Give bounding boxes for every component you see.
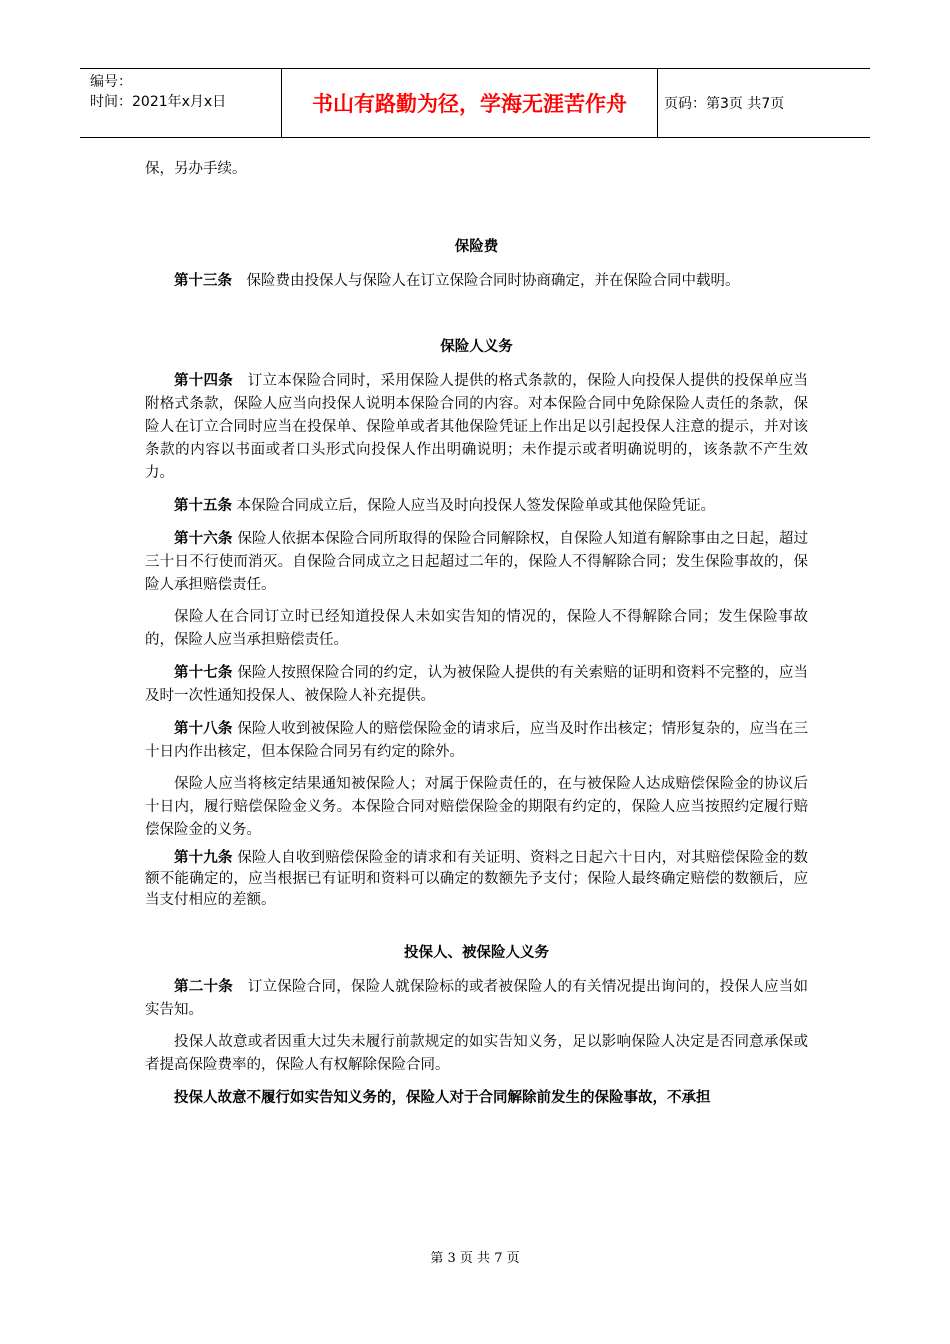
document-body [145, 158, 808, 1109]
article-13-text: 保险费由投保人与保险人在订立保险合同时协商确定，并在保险合同中载明。 [246, 273, 740, 289]
document-date-label: 时间：2021年x月x日 [90, 94, 227, 110]
article-20-text: 订立保险合同，保险人就保险标的或者被保险人的有关情况提出询问的，投保人应当如实告知。 [145, 979, 808, 1018]
header-left-cell [80, 69, 282, 137]
article-15-title: 第十五条 [174, 497, 232, 514]
article-18-paragraph-2: 保险人应当将核定结果通知被保险人；对属于保险责任的，在与被保险人达成赔偿保险金的协议后十日内，履行赔偿保险金义务。本保险合同对赔偿保险金的期限有约定的，保险人应当按照约定履行赔偿保险金的义务。 [145, 776, 808, 838]
article-20-paragraph-3: 投保人故意不履行如实告知义务的，保险人对于合同解除前发生的保险事故，不承担 [174, 1089, 711, 1106]
article-20 [145, 975, 808, 1022]
paragraph-continuation: 保，另办手续。 [145, 161, 247, 177]
header-page-label: 页码：第3页 共7页 [664, 96, 785, 112]
section-heading-policyholder-obligations: 投保人、被保险人义务 [404, 944, 549, 961]
article-15 [145, 494, 808, 518]
article-20-paragraph-2: 投保人故意或者因重大过失未履行前款规定的如实告知义务，足以影响保险人决定是否同意承保或者提高保险费率的，保险人有权解除保险合同。 [145, 1034, 808, 1073]
article-19-text: 保险人自收到赔偿保险金的请求和有关证明、资料之日起六十日内，对其赔偿保险金的数额不能确定的，应当根据已有证明和资料可以确定的数额先予支付；保险人最终确定赔偿的数额后，应当支付相应的差额。 [145, 850, 809, 908]
page-footer: 第 3 页 共 7 页 [430, 1251, 520, 1266]
article-16-title: 第十六条 [174, 530, 233, 547]
article-13-title: 第十三条 [174, 272, 232, 289]
article-16-paragraph-2: 保险人在合同订立时已经知道投保人未如实告知的情况的，保险人不得解除合同；发生保险事故的，保险人应当承担赔偿责任。 [145, 609, 808, 648]
article-14-text: 订立本保险合同时，采用保险人提供的格式条款的，保险人向投保人提供的投保单应当附格式条款，保险人应当向投保人说明本保险合同的内容。对本保险合同中免除保险人责任的条款，保险人在订立合同时应当在投保单、保险单或者其他保险凭证上作出足以引起投保人注意的提示，并对该条款的内容以书面或者口头形式向投保人作出明确说明；未作提示或者明确说明的，该条款不产生效力。 [145, 373, 808, 481]
section-heading-premium: 保险费 [454, 238, 499, 255]
article-19 [145, 847, 808, 911]
article-17 [145, 661, 808, 708]
section-heading-insurer-obligations: 保险人义务 [440, 338, 513, 355]
article-18-title: 第十八条 [174, 720, 233, 737]
article-16 [145, 527, 808, 597]
article-14-title: 第十四条 [174, 372, 233, 389]
header-motto: 书山有路勤为径，学海无涯苦作舟 [282, 69, 658, 137]
article-14 [145, 369, 808, 485]
article-17-text: 保险人按照保险合同的约定，认为被保险人提供的有关索赔的证明和资料不完整的，应当及时一次性通知投保人、被保险人补充提供。 [145, 665, 809, 704]
article-20-title: 第二十条 [174, 978, 233, 995]
article-18 [145, 717, 808, 764]
article-13 [145, 269, 808, 293]
page-header [80, 68, 870, 138]
article-17-title: 第十七条 [174, 664, 233, 681]
article-18-text: 保险人收到被保险人的赔偿保险金的请求后，应当及时作出核定；情形复杂的，应当在三十日内作出核定，但本保险合同另有约定的除外。 [145, 721, 809, 760]
document-number-label: 编号： [90, 74, 132, 90]
article-15-text: 本保险合同成立后，保险人应当及时向投保人签发保险单或其他保险凭证。 [236, 498, 716, 514]
article-16-text: 保险人依据本保险合同所取得的保险合同解除权，自保险人知道有解除事由之日起，超过三十日不行使而消灭。自保险合同成立之日起超过二年的，保险人不得解除合同；发生保险事故的，保险人承担赔偿责任。 [145, 531, 809, 593]
article-19-title: 第十九条 [174, 849, 233, 866]
